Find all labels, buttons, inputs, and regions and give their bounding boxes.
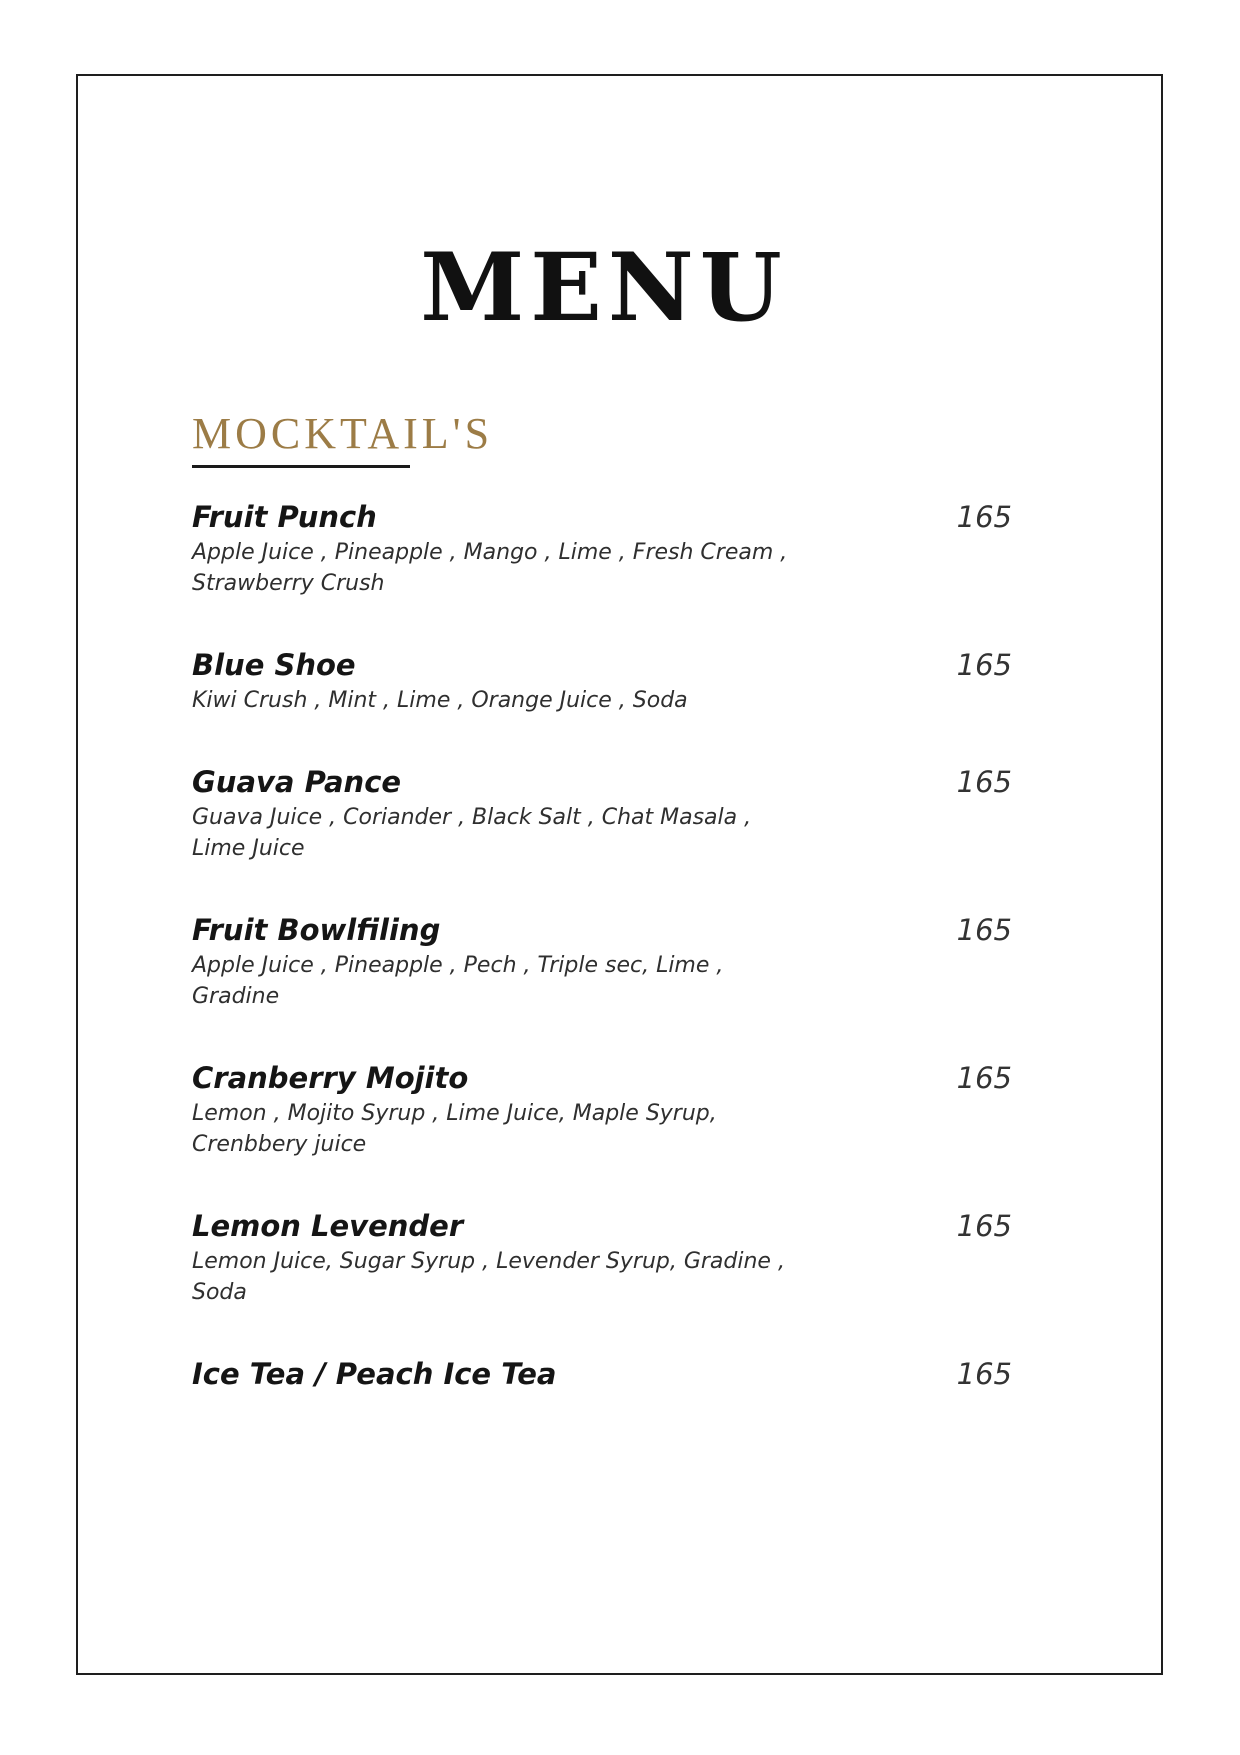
- menu-item-description: Apple Juice , Pineapple , Pech , Triple sec, Lime , Gradine: [192, 953, 724, 1009]
- menu-item-name: Cranberry Mojito: [192, 1061, 469, 1095]
- menu-item-description: Lemon , Mojito Syrup , Lime Juice, Maple Syrup, Crenbbery juice: [192, 1101, 717, 1157]
- menu-item-name: Fruit Bowlfiling: [192, 913, 441, 947]
- menu-item-description: Guava Juice , Coriander , Black Salt , Chat Masala , Lime Juice: [192, 805, 752, 861]
- menu-item-name: Lemon Levender: [192, 1209, 464, 1243]
- menu-item-price: 165: [956, 765, 1012, 799]
- menu-item: [192, 763, 1012, 864]
- menu-item-price: 165: [956, 648, 1012, 682]
- menu-item: [192, 498, 1012, 599]
- menu-item: [192, 1059, 1012, 1160]
- section-underline: [192, 465, 410, 468]
- menu-item-name: Ice Tea / Peach Ice Tea: [192, 1357, 557, 1391]
- menu-item-name: Blue Shoe: [192, 648, 356, 682]
- menu-items-list: [192, 498, 1012, 1440]
- menu-item-price: 165: [956, 1357, 1012, 1391]
- menu-item: [192, 911, 1012, 1012]
- menu-item: [192, 646, 1012, 716]
- menu-item-description: Lemon Juice, Sugar Syrup , Levender Syrup, Gradine , Soda: [192, 1249, 785, 1305]
- page-title: MENU: [420, 232, 788, 343]
- section-title: MOCKTAIL'S: [192, 409, 494, 458]
- menu-item-price: 165: [956, 500, 1012, 534]
- menu-item-price: 165: [956, 1209, 1012, 1243]
- menu-item-name: Fruit Punch: [192, 500, 377, 534]
- menu-item-name: Guava Pance: [192, 765, 402, 799]
- menu-item-price: 165: [956, 913, 1012, 947]
- menu-item: [192, 1207, 1012, 1308]
- menu-item-price: 165: [956, 1061, 1012, 1095]
- menu-item: [192, 1355, 1012, 1393]
- menu-item-description: Apple Juice , Pineapple , Mango , Lime , Fresh Cream , Strawberry Crush: [192, 540, 788, 596]
- menu-item-description: Kiwi Crush , Mint , Lime , Orange Juice , Soda: [192, 688, 688, 713]
